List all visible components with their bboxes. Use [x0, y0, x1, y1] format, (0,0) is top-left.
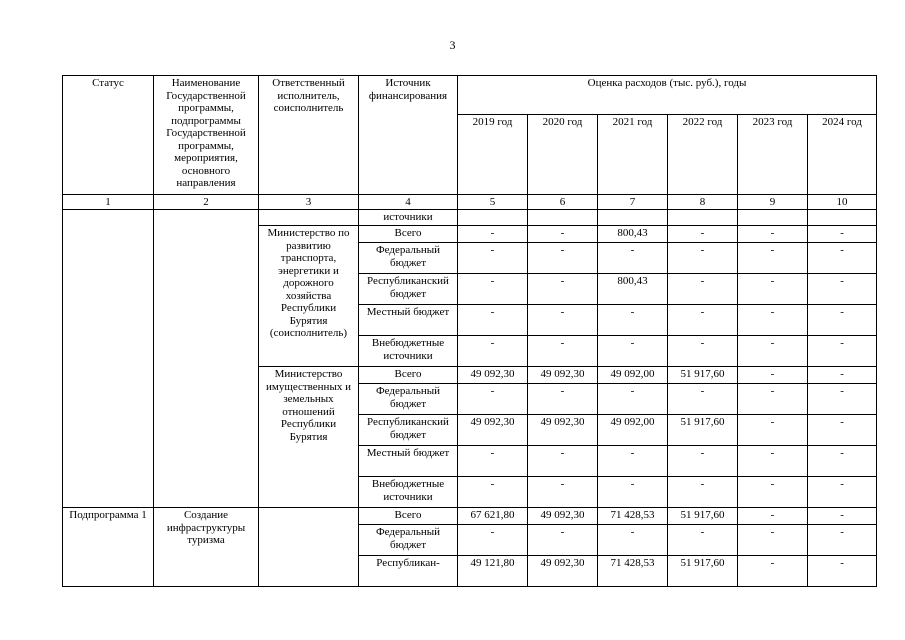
value-cell: - [458, 274, 528, 305]
source-cell: Республиканский бюджет [359, 274, 458, 305]
value-cell: - [528, 384, 598, 415]
header-name: Наименование Государственной программы, подпрограммы Государственной программы, мероприятия, основного направления [154, 76, 259, 195]
status-cell [63, 210, 154, 508]
value-cell: 51 917,60 [668, 415, 738, 446]
value-cell: - [808, 367, 877, 384]
value-cell: - [738, 226, 808, 243]
value-cell: - [528, 243, 598, 274]
source-cell: Республикан- [359, 556, 458, 587]
value-cell: - [738, 243, 808, 274]
year-header: 2024 год [808, 115, 877, 195]
year-header: 2019 год [458, 115, 528, 195]
source-cell: Всего [359, 226, 458, 243]
column-index: 3 [259, 195, 359, 210]
value-cell: 49 092,00 [598, 415, 668, 446]
value-cell: - [808, 384, 877, 415]
header-executor: Ответственный исполнитель, соисполнитель [259, 76, 359, 195]
page-number: 3 [449, 38, 456, 52]
value-cell: - [668, 274, 738, 305]
value-cell: - [528, 274, 598, 305]
value-cell: - [598, 336, 668, 367]
value-cell [738, 210, 808, 226]
value-cell: - [738, 367, 808, 384]
value-cell: - [528, 525, 598, 556]
table-body [63, 76, 877, 587]
value-cell: 49 092,30 [528, 556, 598, 587]
name-cell: Создание инфраструктуры туризма [154, 508, 259, 587]
value-cell: - [528, 477, 598, 508]
status-cell: Подпрограмма 1 [63, 508, 154, 587]
value-cell: - [808, 305, 877, 336]
value-cell: 800,43 [598, 226, 668, 243]
executor-cell: Министерство имущественных и земельных отношений Республики Бурятия [259, 367, 359, 508]
column-index: 4 [359, 195, 458, 210]
value-cell [528, 210, 598, 226]
value-cell [808, 210, 877, 226]
source-cell: Внебюджетные источники [359, 336, 458, 367]
source-cell: Всего [359, 367, 458, 384]
year-header: 2021 год [598, 115, 668, 195]
column-index-row [63, 195, 877, 210]
value-cell: 67 621,80 [458, 508, 528, 525]
value-cell: 51 917,60 [668, 556, 738, 587]
value-cell: - [738, 336, 808, 367]
header-row [63, 76, 877, 115]
value-cell: 49 092,30 [528, 415, 598, 446]
value-cell: - [458, 226, 528, 243]
value-cell: 51 917,60 [668, 508, 738, 525]
value-cell: - [598, 384, 668, 415]
value-cell: - [738, 446, 808, 477]
value-cell: - [528, 446, 598, 477]
value-cell: 49 092,30 [458, 367, 528, 384]
value-cell: - [668, 336, 738, 367]
value-cell [598, 210, 668, 226]
value-cell: 71 428,53 [598, 556, 668, 587]
header-source: Источник финансирования [359, 76, 458, 195]
year-header: 2022 год [668, 115, 738, 195]
column-index: 1 [63, 195, 154, 210]
value-cell: 49 092,30 [458, 415, 528, 446]
value-cell: - [738, 305, 808, 336]
source-cell: Федеральный бюджет [359, 243, 458, 274]
source-cell: Всего [359, 508, 458, 525]
value-cell: - [458, 336, 528, 367]
header-status: Статус [63, 76, 154, 195]
value-cell [458, 210, 528, 226]
value-cell: - [808, 415, 877, 446]
column-index: 8 [668, 195, 738, 210]
column-index: 10 [808, 195, 877, 210]
value-cell: - [738, 384, 808, 415]
value-cell: - [738, 525, 808, 556]
value-cell: - [738, 556, 808, 587]
value-cell: - [808, 525, 877, 556]
value-cell: - [458, 525, 528, 556]
source-cell: Республиканский бюджет [359, 415, 458, 446]
column-index: 7 [598, 195, 668, 210]
value-cell: - [668, 446, 738, 477]
value-cell: - [668, 384, 738, 415]
value-cell: - [808, 226, 877, 243]
value-cell: - [528, 305, 598, 336]
source-cell: Местный бюджет [359, 446, 458, 477]
value-cell: - [458, 446, 528, 477]
year-header: 2023 год [738, 115, 808, 195]
year-header: 2020 год [528, 115, 598, 195]
value-cell: 49 121,80 [458, 556, 528, 587]
value-cell: - [738, 274, 808, 305]
value-cell: - [598, 525, 668, 556]
value-cell [668, 210, 738, 226]
value-cell: - [598, 305, 668, 336]
header-costs: Оценка расходов (тыс. руб.), годы [458, 76, 877, 115]
executor-cell [259, 210, 359, 226]
budget-table [62, 75, 877, 587]
value-cell: - [458, 243, 528, 274]
executor-cell [259, 508, 359, 587]
value-cell: - [738, 415, 808, 446]
value-cell: - [808, 446, 877, 477]
value-cell: - [738, 508, 808, 525]
value-cell: - [598, 446, 668, 477]
column-index: 9 [738, 195, 808, 210]
value-cell: - [668, 305, 738, 336]
value-cell: 49 092,00 [598, 367, 668, 384]
value-cell: - [668, 525, 738, 556]
source-cell: источники [359, 210, 458, 226]
column-index: 2 [154, 195, 259, 210]
value-cell: - [668, 477, 738, 508]
value-cell: 51 917,60 [668, 367, 738, 384]
value-cell: - [808, 556, 877, 587]
value-cell: - [808, 477, 877, 508]
value-cell: 800,43 [598, 274, 668, 305]
value-cell: - [528, 336, 598, 367]
source-cell: Внебюджетные источники [359, 477, 458, 508]
value-cell: - [458, 305, 528, 336]
value-cell: - [598, 243, 668, 274]
column-index: 6 [528, 195, 598, 210]
name-cell [154, 210, 259, 508]
column-index: 5 [458, 195, 528, 210]
value-cell: - [458, 477, 528, 508]
budget-row [63, 508, 877, 525]
value-cell: - [668, 243, 738, 274]
value-cell: 71 428,53 [598, 508, 668, 525]
value-cell: - [808, 508, 877, 525]
source-cell: Местный бюджет [359, 305, 458, 336]
value-cell: - [808, 274, 877, 305]
value-cell: - [458, 384, 528, 415]
value-cell: 49 092,30 [528, 508, 598, 525]
value-cell: - [738, 477, 808, 508]
value-cell: - [808, 243, 877, 274]
value-cell: 49 092,30 [528, 367, 598, 384]
value-cell: - [808, 336, 877, 367]
executor-cell: Министерство по развитию транспорта, энергетики и дорожного хозяйства Республики Бурятия (соисполнитель) [259, 226, 359, 367]
source-cell: Федеральный бюджет [359, 384, 458, 415]
value-cell: - [668, 226, 738, 243]
value-cell: - [528, 226, 598, 243]
continued-row [63, 210, 877, 226]
source-cell: Федеральный бюджет [359, 525, 458, 556]
value-cell: - [598, 477, 668, 508]
